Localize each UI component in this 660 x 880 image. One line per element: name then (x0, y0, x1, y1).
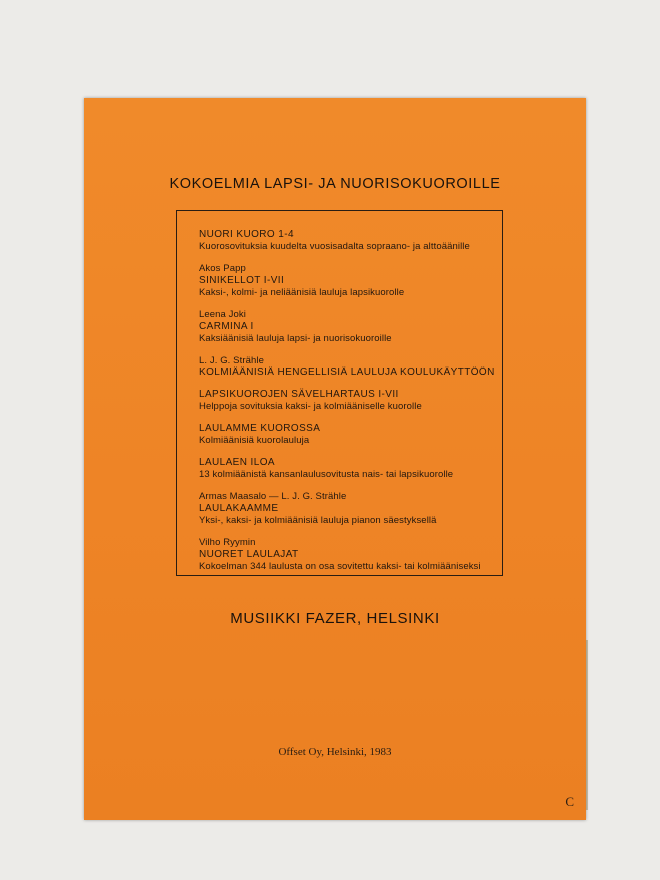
entry-title: LAULAKAAMME (199, 503, 279, 514)
entry-title: SINIKELLOT I-VII (199, 275, 285, 286)
catalogue-entry (199, 389, 502, 413)
catalogue-entry (199, 229, 502, 253)
corner-mark: C (565, 794, 574, 809)
entry-description: Kuorosovituksia kuudelta vuosisadalta sopraano- ja alttoäänille (199, 241, 470, 252)
catalogue-entry (199, 423, 502, 447)
catalogue-entry (199, 263, 502, 299)
catalogue-entry (199, 355, 502, 379)
entry-description: 13 kolmiäänistä kansanlaulusovitusta nais- tai lapsikuorolle (199, 469, 454, 480)
entry-description: Kaksiäänisiä lauluja lapsi- ja nuorisokuoroille (199, 333, 392, 344)
publisher-name: MUSIIKKI FAZER, HELSINKI (230, 610, 440, 627)
entry-description: Kolmiäänisiä kuorolauluja (199, 435, 310, 446)
entry-description: Yksi-, kaksi- ja kolmiäänisiä lauluja pianon säestyksellä (199, 515, 437, 526)
catalogue-entry (199, 491, 502, 527)
entry-title: NUORET LAULAJAT (199, 549, 299, 560)
back-cover (84, 98, 586, 820)
entry-author: L. J. G. Strähle (199, 355, 264, 366)
entry-title: LAULAMME KUOROSSA (199, 423, 321, 434)
entry-title: LAPSIKUOROJEN SÄVELHARTAUS I-VII (199, 389, 399, 400)
entry-title: KOLMIÄÄNISIÄ HENGELLISIÄ LAULUJA KOULUKÄYTTÖÖN (199, 367, 495, 378)
catalogue-box (176, 210, 503, 576)
catalogue-entry (199, 309, 502, 345)
entry-title: LAULAEN ILOA (199, 457, 275, 468)
entry-author: Armas Maasalo — L. J. G. Strähle (199, 491, 347, 502)
entry-author: Vilho Ryymin (199, 537, 256, 548)
entry-title: NUORI KUORO 1-4 (199, 229, 294, 240)
entry-author: Akos Papp (199, 263, 246, 274)
entry-title: CARMINA I (199, 321, 254, 332)
entry-author: Leena Joki (199, 309, 246, 320)
catalogue-entry (199, 457, 502, 481)
entry-description: Helppoja sovituksia kaksi- ja kolmiääniselle kuorolle (199, 401, 422, 412)
catalogue-entry (199, 537, 502, 573)
printer-imprint: Offset Oy, Helsinki, 1983 (278, 746, 392, 758)
collection-heading: KOKOELMIA LAPSI- JA NUORISOKUOROILLE (169, 176, 501, 192)
entry-description: Kokoelman 344 laulusta on osa sovitettu kaksi- tai kolmiääniseksi (199, 561, 481, 572)
entry-description: Kaksi-, kolmi- ja neliäänisiä lauluja lapsikuorolle (199, 287, 405, 298)
